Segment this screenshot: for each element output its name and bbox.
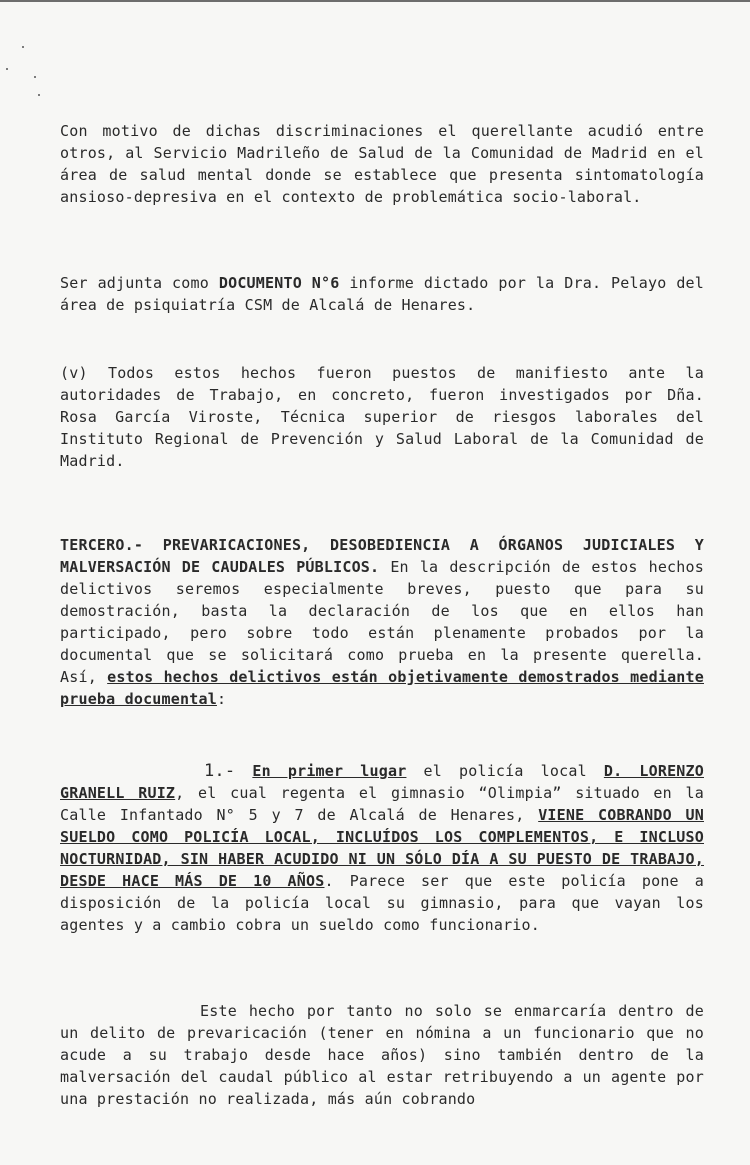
para2-text-before: Ser adjunta como xyxy=(60,274,219,292)
paragraph-autoridades-trabajo: (v) Todos estos hechos fueron puestos de manifiesto ante la autoridades de Trabajo, en concreto, fueron investigados por Dña. Rosa García Viroste, Técnica superior de riesgos laborales del Instituto Regional de Prevención y Salud Laboral de la Comunidad de Madrid. xyxy=(60,364,704,470)
primer-lugar-text-1: el policía local xyxy=(406,762,604,780)
page-top-border xyxy=(0,0,750,2)
paragraph-salud-mental: Con motivo de dichas discriminaciones el querellante acudió entre otros, al Servicio Madrileño de Salud de la Comunidad de Madrid en el área de salud mental donde se establece que presenta sintomatología ansioso-depresiva en el contexto de problemática socio-laboral. xyxy=(60,122,704,206)
paragraph-tercero xyxy=(60,534,704,710)
scan-speck xyxy=(38,94,40,96)
para2-text-after: informe dictado por la Dra. Pelayo del área de psiquiatría CSM de Alcalá de Henares. xyxy=(60,274,705,314)
scan-speck xyxy=(34,76,36,78)
primer-lugar-text-2: , el cual regenta el gimnasio “Olimpia” situado en la Calle Infantado N° 5 y 7 de Alcalá de Henares, xyxy=(60,784,704,824)
document-reference: DOCUMENTO N°6 xyxy=(218,274,340,292)
paragraph-documento-6 xyxy=(60,272,704,316)
scan-speck xyxy=(6,68,8,70)
tercero-end: : xyxy=(216,690,227,708)
scan-speck xyxy=(22,46,24,48)
tercero-body: En la descripción de estos hechos delictivos seremos especialmente breves, puesto que para su demostración, basta la declaración de los que en ellos han participado, pero sobre todo están plenamente probados por la documental que se solicitará como prueba en la presente querella. Así, xyxy=(60,558,704,686)
primer-lugar-emphasis: VIENE COBRANDO UN SUELDO COMO POLICÍA LOCAL, INCLUÍDOS LOS COMPLEMENTOS, E INCLUSO NOCTURNIDAD, SIN HABER ACUDIDO NI UN SÓLO DÍA A SU PUESTO DE TRABAJO, DESDE HACE MÁS DE 10 AÑOS xyxy=(60,806,704,890)
primer-lugar-lead: En primer lugar xyxy=(252,762,407,780)
paragraph-malversacion: Este hecho por tanto no solo se enmarcaría dentro de un delito de prevaricación (tener en nómina a un funcionario que no acude a su trabajo desde hace años) sino también dentro de la malversación del caudal público al estar retribuyendo a un agente por una prestación no realizada, más aún cobrando xyxy=(60,1002,704,1108)
section-heading-tercero: TERCERO.- PREVARICACIONES, DESOBEDIENCIA A ÓRGANOS JUDICIALES Y MALVERSACIÓN DE CAUDALES PÚBLICOS. xyxy=(60,536,704,576)
tercero-emphasis: estos hechos delictivos están objetivamente demostrados mediante prueba documental xyxy=(60,668,704,708)
officer-name: D. LORENZO GRANELL RUIZ xyxy=(60,762,704,802)
item-number: 1.- xyxy=(204,761,236,781)
primer-lugar-text-3: . Parece ser que este policía pone a disposición de la policía local su gimnasio, para que vayan los agentes y a cambio cobra un sueldo como funcionario. xyxy=(60,872,704,934)
paragraph-primer-lugar xyxy=(60,760,704,936)
